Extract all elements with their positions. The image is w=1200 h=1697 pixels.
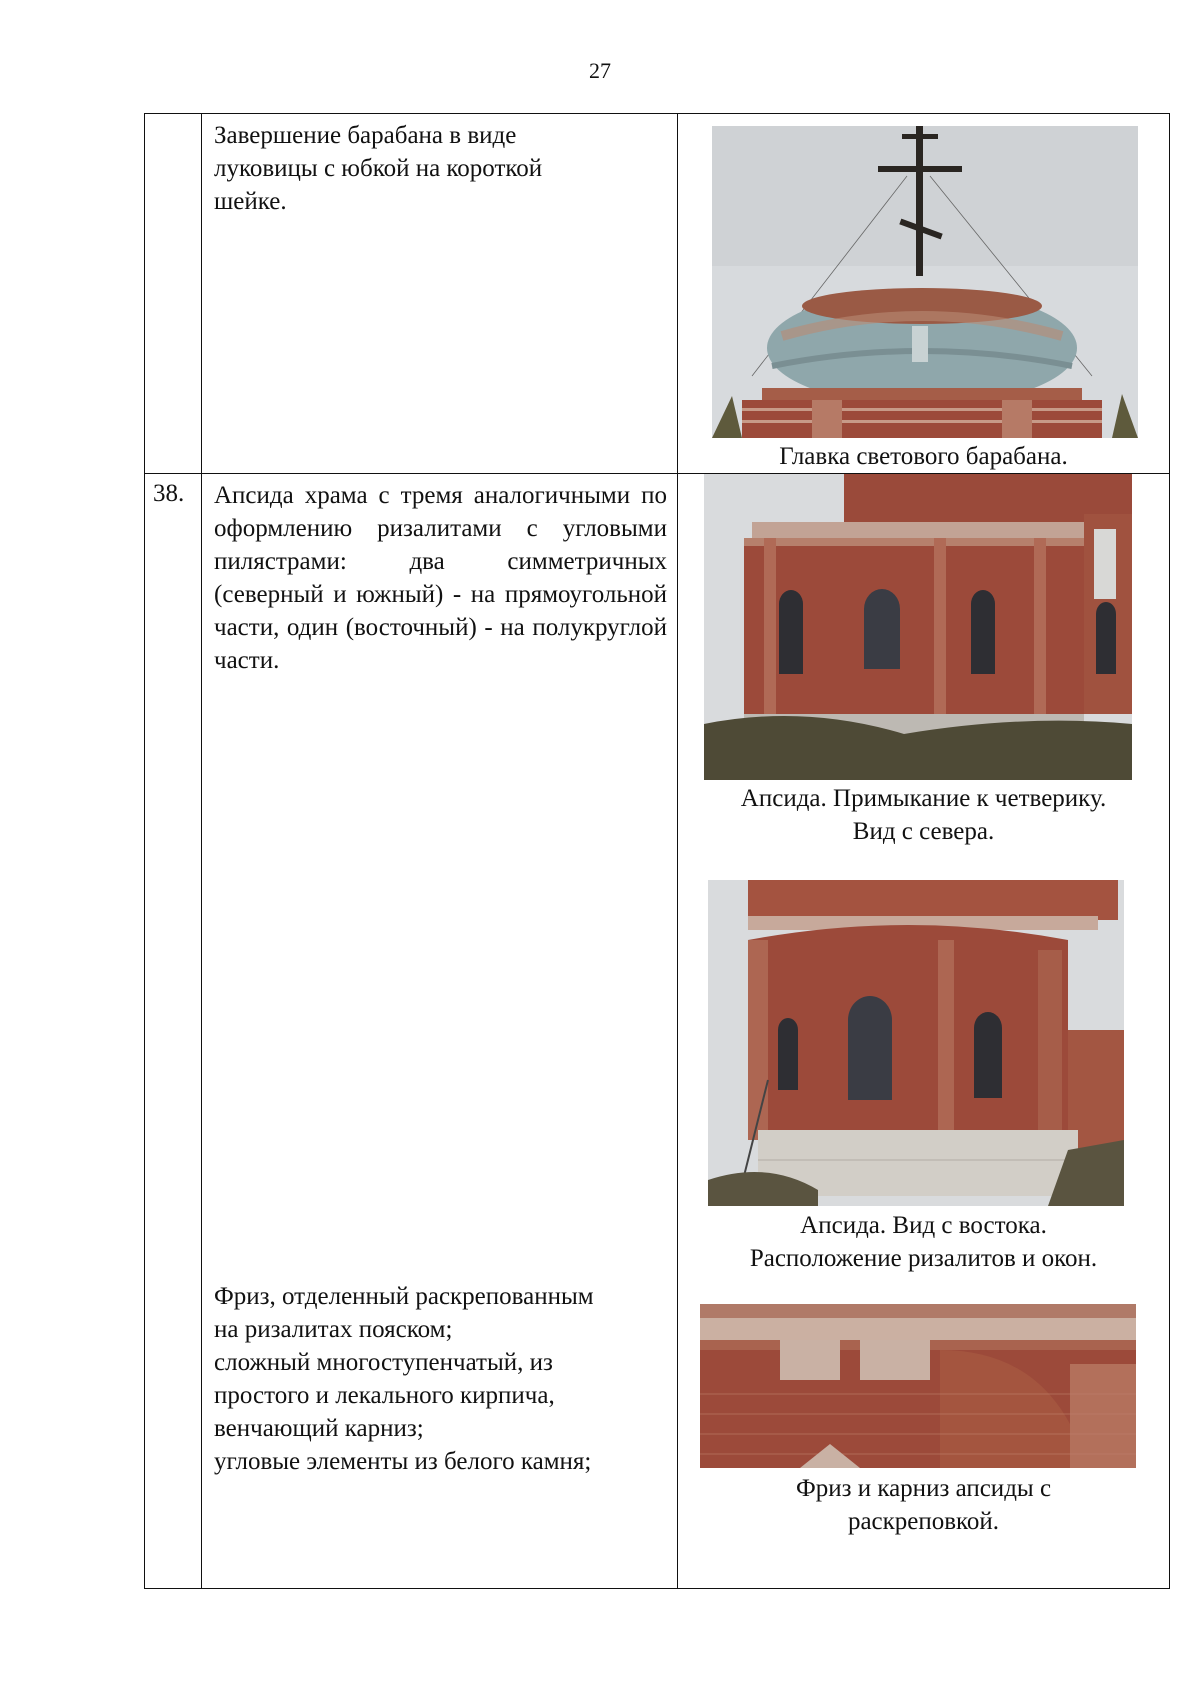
table-row xyxy=(145,474,1170,1589)
row-description-cell xyxy=(202,474,678,1589)
apse-east-caption: Апсида. Вид с востока. Расположение ризалитов и окон. xyxy=(749,1212,1098,1272)
apse-north-photo xyxy=(704,474,1132,780)
row-number-cell xyxy=(145,474,202,1589)
table-row xyxy=(145,114,1170,474)
row-number-cell xyxy=(145,114,202,474)
dome-description: Завершение барабана в виде луковицы с юбкой на короткой шейке. xyxy=(214,122,543,215)
page-number: 27 xyxy=(589,58,611,83)
dome-photo xyxy=(712,126,1138,438)
row-photo-cell xyxy=(678,474,1170,1589)
row-number: 38. xyxy=(153,480,185,507)
apse-north-caption: Апсида. Примыкание к четверику. Вид с севера. xyxy=(740,785,1107,845)
row-description-cell xyxy=(202,114,678,474)
apse-east-photo xyxy=(708,880,1124,1206)
architecture-table xyxy=(144,113,1170,1589)
frieze-caption: Фриз и карниз апсиды с раскреповкой. xyxy=(795,1475,1052,1535)
row-photo-cell xyxy=(678,114,1170,474)
frieze-photo xyxy=(700,1304,1136,1468)
apse-description: Апсида храма с тремя аналогичными по оформлению ризалитами с угловыми пилястрами: два симметричных (северный и южный) - на прямоугольной части, один (восточный) - на полукруглой части. xyxy=(214,482,667,674)
frieze-description: Фриз, отделенный раскрепованным на ризалитах пояском; сложный многоступенчатый, из простого и лекального кирпича, венчающий карниз; угловые элементы из белого камня; xyxy=(214,1283,594,1475)
dome-photo-caption: Главка светового барабана. xyxy=(779,443,1068,470)
